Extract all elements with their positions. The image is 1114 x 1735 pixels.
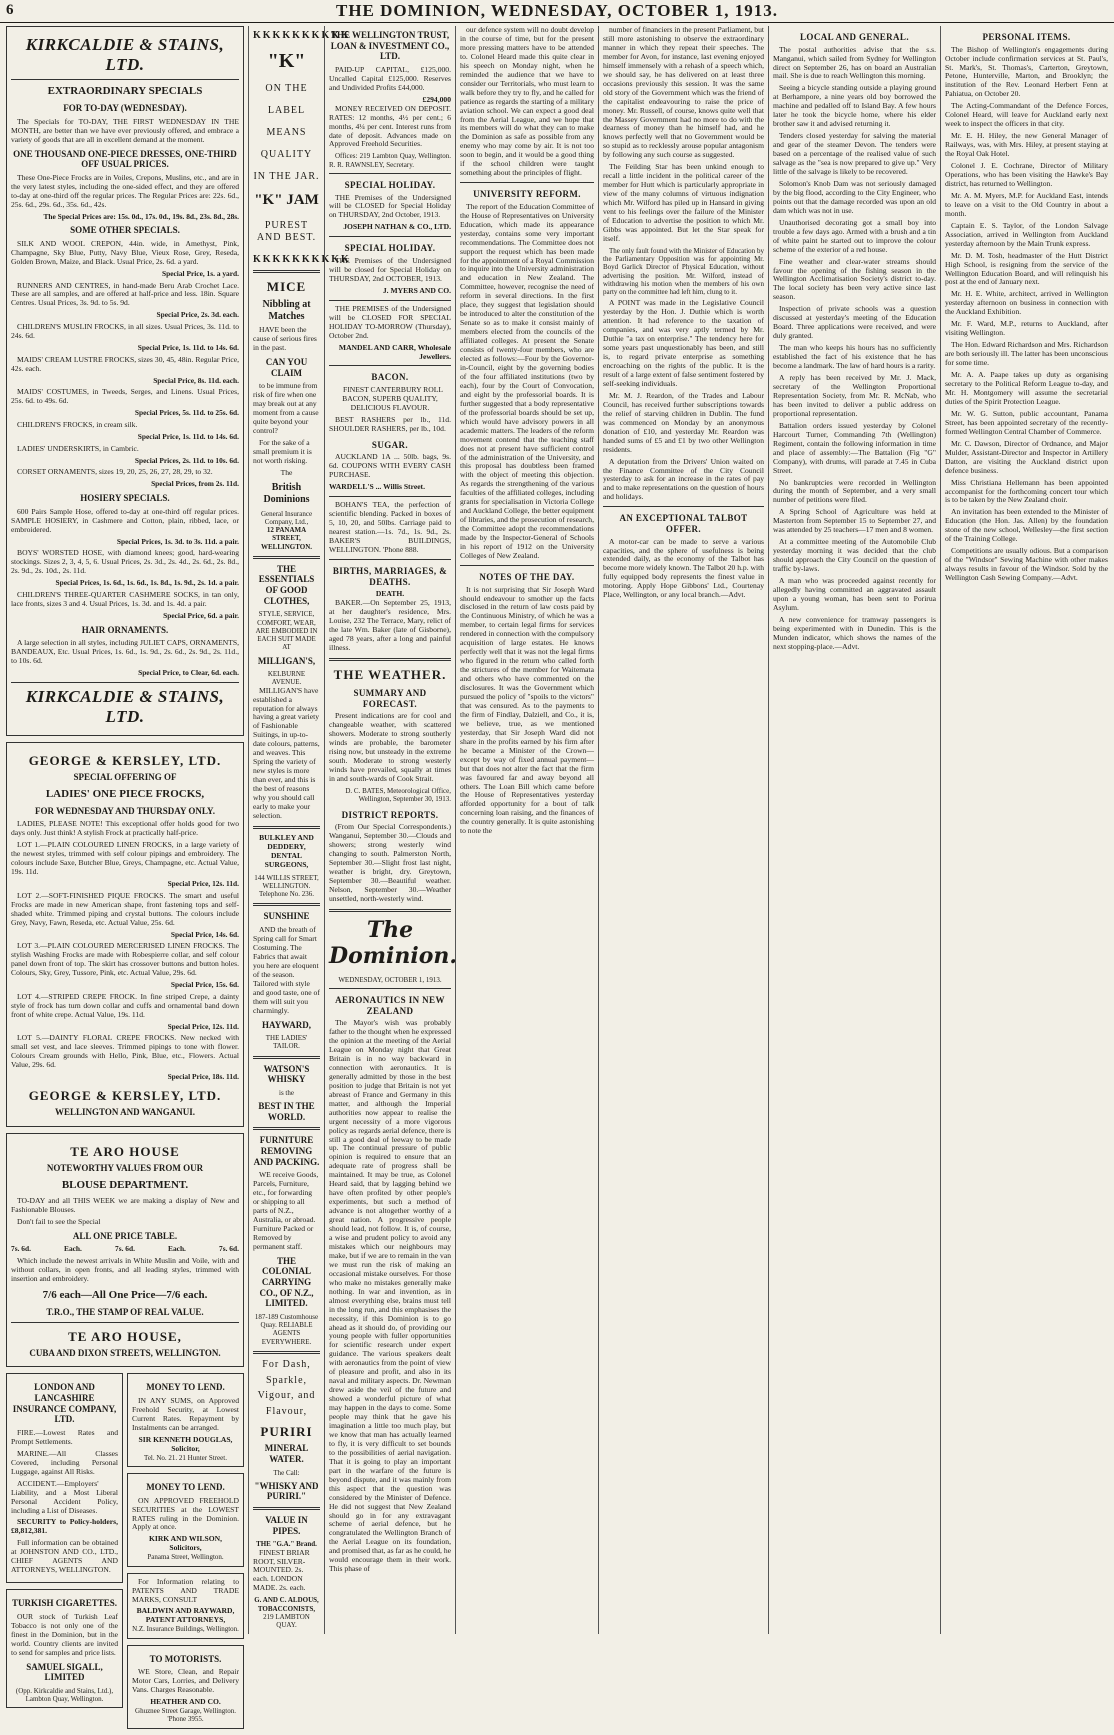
k-line: MEANS (266, 126, 307, 138)
money1-addr: Tel. No. 21. 21 Hunter Street. (144, 1453, 227, 1462)
te-aro-blouse-ad (6, 1133, 244, 1367)
sunshine-text: AND the breath of Spring call for Smart Costuming. The Fabrics that await you here are eloquent of the season. Tailored with style and good taste, one of them will suit you charmingly. (253, 925, 320, 1015)
bohan-text: BOHAN'S TEA, the perfection of scientific blending. Packed in boxes of 5, 10, 20, and 50lbs. Carriage paid to nearest station.—1s. 7d., 1s. 9d., 2s. BAKER'S BUILDINGS, WELLINGTON. 'Phone 888. (329, 500, 451, 555)
page-number: 6 (6, 2, 14, 18)
price-cell: 7s. 6d. (219, 1244, 239, 1254)
reardon-text: Mr. M. J. Reardon, of the Trades and Labour Council, has received further subscriptions towards the relief of starving children in Dublin. The fund was commenced on Monday by an anonymous donation of £10, and yesterday Mr. Reardon was handed sums of £5 and £1 by two other Wellington residents. (603, 390, 764, 454)
price-cell: 7s. 6d. (115, 1244, 135, 1254)
dresses-head: ONE THOUSAND ONE-PIECE DRESSES, ONE-THIRD OFF USUAL PRICES. (13, 148, 237, 170)
puriri-title: PURIRI (260, 1424, 313, 1440)
talbot-head: AN EXCEPTIONAL TALBOT OFFER. (619, 513, 748, 534)
essentials-head: THE ESSENTIALS OF GOOD CLOTHES, (258, 563, 315, 606)
personal-para: Colonel J. E. Cochrane, Director of Military Operations, who has been visiting the Hawke's Bay district, has returned to Wellington. (945, 161, 1108, 188)
lot-price: Special Price, 14s. 6d. (170, 929, 239, 939)
other-items (11, 240, 239, 489)
personal-items-head: PERSONAL ITEMS. (982, 32, 1071, 42)
local-para: At a committee meeting of the Automobile Club yesterday morning it was decided that the club should approach the City Council on the question of traffic by-laws. (773, 537, 936, 574)
other-item-price: Special Prices, 5s. 11d. to 25s. 6d. (134, 408, 239, 418)
removing-text: WE receive Goods, Parcels, Furniture, etc., for forwarding or shipping to all parts of N.Z., Australia, or abroad. Furniture Packed or Removed by permanent staff. (253, 1170, 319, 1251)
holiday1-text: THE Premises of the Undersigned will be CLOSED for Special Holiday on THURSDAY, 2nd October, 1913. (329, 192, 451, 220)
turkish-head: TURKISH CIGARETTES. (11, 1598, 118, 1609)
british-title: British Dominions (263, 481, 310, 505)
aldous-addr: 219 LAMBTON QUAY. (263, 1612, 310, 1630)
other-item: CHILDREN'S MUSLIN FROCKS, in all sizes. Usual Prices, 3s. 11d. to 24s. 6d. (11, 322, 239, 341)
milligan-addr: KELBURNE AVENUE. (267, 670, 306, 687)
column-6 (768, 26, 940, 1634)
personal-para: Miss Christiana Hellemann has been appointed accompanist for the forthcoming concert tour which is to be taken by the New Zealand choir. (945, 477, 1108, 505)
col5-text1: number of financiers in the present Parliament, but still more astonishing to observe the extraordinary manner in which they repeat their speeches. The member for Avon, for instance, last evening enjoyed himself immensely with a rehash of a speech which, we should say, he has delivered on at least three occasions previously this session. It was the same old story of the Government which was the friend of the capitalist endeavouring to raise the price of money. Mr. Russell, of course, knows quite well that the Massey Government had no more to do with the dearness of money than he himself had, and he knows perfectly well that no Government would be so stupid as to recklessly arouse popular antagonism by following any such course as suggested. (603, 25, 764, 160)
dash-line: Flavour, (265, 1406, 308, 1418)
other-item: SILK AND WOOL CREPON, 44in. wide, in Amethyst, Pink, Champagne, Sky Blue, Putty, Navy Blue, Vieux Rose, Grey, Reseda, Golden Brown, Maize, and Black. Usual Price, 2s. 6d. a yard. (11, 238, 239, 266)
pipes-title: VALUE IN PIPES. (265, 1515, 308, 1536)
essentials-line: STYLE, SERVICE, (258, 610, 315, 619)
kirkcaldie-intro: The Specials for TO-DAY, THE FIRST WEDNESDAY IN THE MONTH, are better than we have ever previously offered, and embrace a variety of goods that are all in excellent demand at the moment. (11, 116, 239, 144)
weather-sub: SUMMARY AND FORECAST. (353, 688, 427, 709)
london-accident: ACCIDENT.—Employers' Liability, and a Most Liberal Personal Accident Policy, including a List of Diseases. (11, 1478, 118, 1515)
turkish-ad (6, 1589, 123, 1708)
other-item: LADIES' UNDERSKIRTS, in Cambric. (17, 443, 139, 453)
lot: LOT 4.—STRIPED CREPE FROCK. In fine striped Crepe, a dainty style of frock has turn down collar and cuffs and ornamental band down front of white crepe. Actual Value, 19s. 11d. (11, 991, 239, 1019)
hosiery-price: Special Prices, 1s. 6d., 1s. 6d., 1s. 8d., 1s. 9d., 2s. 1d. a pair. (55, 578, 239, 588)
k-row: KKKKKKKKKK (253, 30, 351, 41)
money1-text: IN ANY SUMS, on Approved Freehold Security, at Lowest Current Rates. Repayment by Instalments can be arranged. (132, 1396, 239, 1432)
k-line: IN THE JAR. (253, 170, 320, 182)
george-headline: LADIES' ONE PIECE FROCKS, (45, 787, 205, 800)
trust-capital: PAID-UP CAPITAL, £125,000. Uncalled Capital £125,000. Reserves and Undivided Profits £44,000. (329, 64, 451, 92)
lot-price: Special Price, 12s. 11d. (167, 879, 239, 889)
hosiery-price: Special Price, 6d. a pair. (163, 610, 239, 620)
ga-text: FINEST BRIAR ROOT, SILVER-MOUNTED. 2s. each. LONDON MADE. 2s. each. (253, 1547, 310, 1593)
column-1 (2, 26, 248, 1724)
aero-head: AERONAUTICS IN NEW ZEALAND (335, 994, 445, 1016)
tearo-text2: Don't fail to see the Special (17, 1216, 101, 1226)
kirkcaldie-name-footer: KIRKCALDIE & STAINS, LTD. (25, 686, 225, 726)
talbot-text: A motor-car can be made to serve a various capacities, and the sphere of usefulness is being extended daily, as the economy of the Talbot has become more widely known. The Talbot 20 h.p. with fully equipped body represents the finest value in motoring. Apply Hope Gibbons' Ltd., Courtenay Place, Wellington, or any local branch.—Advt. (603, 536, 764, 600)
turkish-text: OUR stock of Turkish Leaf Tobacco is not only one of the finest in the Dominion, but in the world. Country clients are invited to send for samples and price lists. (11, 1611, 118, 1657)
other-item-price: Special Price, 1s. 11d. to 14s. 6d. (137, 431, 239, 441)
dominion-logo: The Dominion. (329, 916, 458, 969)
london-security: SECURITY to Policy-holders, £8,812,381. (11, 1517, 118, 1536)
k-line: LABEL (267, 105, 306, 117)
feilding-text: The Feilding Star has been unkind enough to recall a little incident in the political career of the member for Hutt which is particularly appropriate in view of the many columns of virtuous indignation which Mr. Wilford has piled up in Hansard in giving vent to his feelings over the failure of the Minister of Education to advertise the position to which Mr. Gibbs was appointed. But let the Star speak for itself. (603, 162, 764, 243)
claim-title: CAN YOU CLAIM (265, 357, 308, 378)
notes-text: It is not surprising that Sir Joseph Ward should endeavour to smother up the facts disclosed in the return of law costs paid by the Continuous Ministry, of which he was a member, to certain legal firms for services rendered in connection with the compulsory acquisition of large estates. He knows perfectly well that it was not the legal firms who figured in the return who called forth the strictures of the member for Waitemata and others who have commented on the disclosures. It was the Government which pursued the policy of "spoils to the victors" that was censured. As to the payments to the firm of Findlay, Dalziell, and Co., it is, we believe, true, as we mentioned yesterday, that Sir Joseph Ward did not share in the profits earned by his firm after he became a Minister of the Crown—except by way of fixed annual payment—but that does not alter the fact that the firm was favoured far and away beyond all others. The Loan Bill which came before the House of Representatives yesterday afforded opportunity for a bout of talk concerning loan raising, and the finances of the country generally. It is quite astonishing to note the (460, 584, 594, 836)
hair-text: A large selection in all styles, including JULIET CAPS, ORNAMENTS, BANDEAUX, Etc. Usual Prices, 1s. 6d., 1s. 9d., 2s. 6d., 2s. 9d., 2s. 11d., to 10s. 6d. (11, 638, 239, 666)
kirkcaldie-name: KIRKCALDIE & STAINS, LTD. (25, 35, 225, 75)
money2-firm: KIRK AND WILSON, Solicitors, (148, 1534, 223, 1553)
lot-price: Special Price, 12s. 11d. (167, 1021, 239, 1031)
lot-price: Special Price, 15s. 6d. (170, 980, 239, 990)
tearo-price-row (11, 1245, 239, 1254)
local-para: A reply has been received by Mr. J. Mack, secretary of the Wellington Proportional Representation Society, from Mr. R. McNab, who has been invited to deliver a public address on proportional representation. (773, 373, 936, 418)
hayward-name: HAYWARD, (262, 1019, 311, 1030)
whisky-puriri: "WHISKY AND PURIRI." (254, 1480, 319, 1502)
local-para: Battalion orders issued yesterday by Colonel Harcourt Turner, Commanding 7th (Wellington) Regiment, contain the following information in time and place of assembly:—The Battalion (Fig "G" Company), with drums, will parade at 7.45 in Cuba Street. (773, 420, 936, 475)
holiday3-firm: MANDEL AND CARR, Wholesale Jewellers. (338, 342, 451, 361)
local-para: Inspection of private schools was a question discussed at yesterday's meeting of the Education Board. Three applications were received, and were duly granted. (773, 304, 936, 341)
other-item-price: Special Price, 8s. 11d. each. (153, 375, 239, 385)
motorists-firm: HEATHER AND CO. (150, 1697, 221, 1707)
george-name: GEORGE & KERSLEY, LTD. (28, 752, 222, 768)
k-jam-sub: PUREST AND BEST. (256, 220, 317, 243)
price-cell: 7s. 6d. (11, 1244, 31, 1254)
other-item: MAIDS' COSTUMES, in Tweeds, Serges, and Linens. Usual Prices, 25s. 6d. to 49s. 6d. (11, 387, 239, 406)
tearo-table-head: ALL ONE PRICE TABLE. (72, 1230, 178, 1241)
mineral-title: MINERAL WATER. (264, 1443, 309, 1464)
tearo-big-price: 7/6 each—All One Price—7/6 each. (42, 1288, 208, 1301)
other-head: SOME OTHER SPECIALS. (70, 225, 180, 236)
tearo-stamp: T.R.O., THE STAMP OF REAL VALUE. (46, 1306, 204, 1317)
weather-text: Present indications are for cool and changeable weather, with scattered showers. Moderate to strong southerly winds are probable, the barometer rising now, but unsteady in the extreme south. Moderate to strong westerly winds have prevailed, squally at times in and south-wards of Cook Strait. (329, 711, 451, 784)
k-row-2: KKKKKKKKKK (253, 253, 351, 265)
personal-para: Mr. A. A. Paape takes up duty as organising secretary to the Political Reform League to-day, and Mr. H. Montgomery will assume the secretarial duties of the Spirit Protection League. (945, 370, 1108, 406)
notes-head: NOTES OF THE DAY. (479, 571, 575, 582)
aero-continued: our defence system will no doubt develop in the course of time, but for the present more pressing matters have to be attended to. Colonel Heard made this quite clear in his speech on Monday night, when he reminded the audience that we have to consider our Territorials, who must learn to walk before they try to fly, and he called for patience as regards the starting of a military aviation school. We can expect a good deal from the Aerial League, and we hope that its members will do what they can to make the Dominion as safe as possible from any enemy who may come by air. It is not too soon to begin, and it would be a good thing if the school children were taught something about the principles of flight. (460, 25, 594, 178)
george-footer-name: GEORGE & KERSLEY, LTD. (28, 1088, 222, 1104)
money2-addr: Panama Street, Wellington. (147, 1553, 224, 1562)
watson-best: BEST IN THE WORLD. (258, 1101, 315, 1122)
personal-para: Competitions are usually odious. But a comparison of the "Windsor" Sewing Machine with other makes always results in favour of the Windsor. Sold by the Wellington Cash Sewing Company.—Advt. (945, 546, 1108, 583)
essentials-line: COMFORT, WEAR, (257, 618, 316, 627)
price-cell: Each. (168, 1244, 186, 1254)
george-offering: SPECIAL OFFERING OF (73, 772, 177, 783)
point-text: A POINT was made in the Legislative Council yesterday by the Hon. J. Duthie which is worth attention. It had reference to the taxation of companies, and was very aptly termed by Mr. Duthie "a tax on enterprise." The tendency here for some years past unquestionably has been, and still is, to regard private enterprise as something encroaching on the rights of the public. It is the result of a large extent of false sentiment fostered by self-seeking individuals. (603, 298, 764, 388)
local-para: A man who was proceeded against recently for allegedly having committed an aggravated assault upon a young woman, has been sent to Porirua Asylum. (773, 576, 936, 612)
column-2 (248, 26, 351, 1634)
george-kersley-ad (6, 742, 244, 1127)
trust-office: Offices: 219 Lambton Quay, Wellington. R. R. RAWNSLEY, Secretary. (329, 152, 451, 169)
holiday3-text: THE PREMISES of the Undersigned will be CLOSED FOR SPECIAL HOLIDAY TO-MORROW (Thursday), October 2nd. (329, 303, 451, 340)
dash-line: For Dash, (262, 1358, 311, 1370)
tearo-text3: Which include the newest arrivals in White Muslin and Voile, with and without collars, in open fronts, and all leading styles, trimmed with insertion and embroidery. (11, 1256, 239, 1283)
lot: LOT 3.—PLAIN COLOURED MERCERISED LINEN FROCKS. The stylish Washing Frocks are made with Robespierre collar, and self colour panel down front of top. The skirt has crossover buttons and button holes. Colours, Sky, Grey, Tussore, Pink, etc. Actual Value, 29s. 6d. (11, 941, 239, 978)
sugar-head: SUGAR. (371, 439, 409, 450)
personal-para: An invitation has been extended to the Minister of Education (the Hon. Jas. Allen) by the foundation stone of the new school, Wellesley—the first section of the Training College. (945, 507, 1108, 544)
turkish-name: SAMUEL SIGALL, LIMITED (26, 1661, 103, 1683)
hosiery-item: CHILDREN'S THREE-QUARTER CASHMERE SOCKS, in tan only, lace fronts, sizes 3 and 4. Usual Prices, 1s. 3d. and 1s. 4d. a pair. (11, 589, 239, 608)
premium-text: For the sake of a small premium it is not worth risking. (253, 438, 312, 466)
colonial-addr: 187-189 Customhouse Quay. RELIABLE AGENTS EVERYWHERE. (254, 1312, 319, 1346)
bmd-head: BIRTHS, MARRIAGES, & DEATHS. (332, 565, 448, 587)
bottom-ads (6, 1373, 244, 1734)
holiday1-head: SPECIAL HOLIDAY. (344, 179, 436, 190)
other-item: MAIDS' CREAM LUSTRE FROCKS, sizes 30, 45, 48in. Regular Price, 42s. each. (11, 354, 239, 373)
hair-price: Special Price, to Clear, 6d. each. (138, 667, 239, 677)
tearo-text1: TO-DAY and all THIS WEEK we are making a display of New and Fashionable Blouses. (11, 1195, 239, 1214)
other-item-price: Special Prices, from 2s. 11d. (151, 479, 239, 489)
column-5 (598, 26, 768, 1634)
death-text: BAKER.—On September 25, 1913, at her daughter's residence, Mrs. Louise, 232 The Terrace, Mary, relict of the late Wm. Baker (late of Gisborne), aged 78 years, after a long and painful illness. (329, 598, 451, 652)
hair-head: HAIR ORNAMENTS. (81, 624, 169, 635)
personal-para: The Bishop of Wellington's engagements during October include confirmation services at St. Paul's, St. Mark's, St. Thomas's, Carterton, Greytown, Petone, Hunterville, Marton, and Brooklyn; the institution of the Rev. Leonard Herbert Fenn at Pahiatua, on October 20. (945, 44, 1108, 99)
george-footer-loc: WELLINGTON AND WANGANUI. (55, 1107, 195, 1118)
holiday1-firm: JOSEPH NATHAN & CO., LTD. (343, 222, 451, 232)
mice-title: MICE (266, 279, 307, 295)
george-when: FOR WEDNESDAY AND THURSDAY ONLY. (35, 805, 215, 816)
column-4 (455, 26, 598, 1634)
puriri-call: The Call: (273, 1468, 300, 1477)
other-item: RUNNERS AND CENTRES, in hand-made Beru Arab Crochet Lace. These are all samples, and are offered at half-price and less. 18in. Square Centres. Usual Prices, 3s. 9d. to 5s. 9d. (11, 280, 239, 308)
london-lancashire-ad (6, 1373, 123, 1583)
bacon-head: BACON. (371, 372, 409, 383)
london-footer: Full information can be obtained at JOHNSTON AND CO., LTD., CHIEF AGENTS AND ATTORNEYS, WELLINGTON. (11, 1538, 118, 1575)
aero-text: The Mayor's wish was probably father to the thought when he expressed the opinion at the meeting of the Aerial League on Monday night that Great Britain is in no way backward in connection with aeronautics. It is generally admitted by those in the best position to judge that Britain is not yet abreast of France and Germany in this matter, and although the Imperial authorities now appear to realise the urgent necessity of a more vigorous policy as regards aerial defence, there is still a good deal of leeway to be made up. The continual pressure of public opinion is required to ensure that an adequate rate of progress shall be maintained. It may be true, as Colonel Heard said, that by lagging behind we have often profited by other people's experiments, but such a method of advance is not altogether worthy of a great nation. A progressive people should lead, not follow. It is, of course, a wise and prudent policy to avoid any mistakes which our neighbours may make, but if we are to remain in the van we must run the risk of making an occasional mistake ourselves. For those who make no mistakes generally make nothing. In war and invention, as in almost everything else, brains must tell in the long run, and this emphasises the necessity, if this Dominion is to go ahead as it should do, of providing our young people with fuller opportunities for scientific research under expert guidance. The various speakers dealt with aeronautics from the point of view of pleasure and profit, and also in its naval and military aspects. Dr. Newman drew aside the veil of the future and showed a wonderful picture of what may happen in the days to come. Some people may think that he gave his imagination a little too much play, but we know that man has actually learned to fly, it is very difficult to set bounds to the possibilities of aerial navigation. That it is going to play an important part in the warfare of the future is beyond dispute, and it was mainly from this aspect that the question was considered by the Minister of Defence. He did not suggest that New Zealand should go in for any extravagant scheme of aerial defence, but he congratulated the Wellington Branch of the Aerial League on its foundation, and promised that, as far as he could, he would encourage them in their work. This phase of (329, 1018, 451, 1574)
money-lend-1 (127, 1373, 244, 1467)
lot-price: Special Price, 18s. 11d. (167, 1072, 239, 1082)
george-note: LADIES, PLEASE NOTE! This exceptional offer holds good for two days only. Just think! A stylish Frock at practically half-price. (11, 819, 239, 838)
hosiery-item: BOYS' WORSTED HOSE, with diamond knees; good, hard-wearing stockings. Sizes 2, 3, 4, 5, 6. Usual Prices, 2s. 3d., 2s. 4d., 2s. 6d., 2s. 8d., 2s. 9d., 2s. 10d., 2s. 11d. (11, 548, 239, 576)
kirkcaldie-ad (6, 26, 244, 736)
tearo-sub: NOTEWORTHY VALUES FROM OUR (46, 1163, 204, 1174)
lot: LOT 2.—SOFT-FINISHED PIQUE FROCKS. The smart and useful Frocks are made in new American shape, front fastening tops and self-shaded white. Trimmed piping and crystal buttons. The colours include Grey, Navy, Fawn, Reseda, etc. Actual Value, 25s. 6d. (11, 890, 239, 927)
tearo-name: TE ARO HOUSE (70, 1143, 180, 1159)
watson-sub: is the (279, 1088, 294, 1097)
kirkcaldie-headline: EXTRAORDINARY SPECIALS (47, 85, 203, 98)
price-cell: Each. (64, 1244, 82, 1254)
personal-para: The Hon. Edward Richardson and Mrs. Richardson are both seriously ill. The latter has been unconscious for some time. (945, 340, 1108, 368)
column-3 (324, 26, 458, 1634)
other-item-price: Special Prices, 2s. 11d. to 10s. 6d. (134, 455, 239, 465)
holiday2-text: THE Premises of the Undersigned will be closed for Special Holiday on THURSDAY, 2nd OCTOBER, 1913. (329, 255, 451, 283)
k-line: QUALITY (260, 148, 313, 160)
ga-brand: THE "G.A." Brand. (256, 1540, 317, 1549)
british-addr: 12 PANAMA STREET, WELLINGTON. (260, 526, 313, 551)
local-para: Tenders closed yesterday for salving the material and gear of the steamer Devon. The tenders were based on a percentage of the realised value of such salvage as the "sea is now prepared to give up." Very little of the salvage is likely to be recovered. (773, 131, 936, 176)
milligan-text: MILLIGAN'S have established a reputation for always having a great variety of Fashionable Suitings, in up-to-date colours, patterns, and weaves. This Spring the variety of new styles is more than ever, and this is the best of reasons why you should call early to make your selection. (253, 685, 320, 820)
london-name: LONDON AND LANCASHIRE INSURANCE COMPANY, LTD. (12, 1382, 117, 1425)
hosiery-item: 600 Pairs Sample Hose, offered to-day at one-third off regular prices. SAMPLE HOSIERY, in Cashmere and Cotton, plain, ribbed, lace, or embroidered. (11, 506, 239, 534)
local-para: Seeing a bicycle standing outside a playing ground at Berhampore, a nine years old boy borrowed the machine and pedalled off to Island Bay. A few hours later he took the bicycle home, where his elder brother saw it and advised returning it. (773, 83, 936, 129)
k-quote: "K" (267, 49, 306, 72)
british-the: The (280, 468, 293, 478)
patents-firm: BALDWIN AND RAYWARD, PATENT ATTORNEYS, (136, 1606, 235, 1625)
lot: LOT 5.—DAINTY FLORAL CREPE FROCKS. New necked with small set vest, and lace sleeves. Trimmed pipings to tone with flower. Colours Cream grounds with Hello, Pink, Blue, etc., Flowers. Actual Value, 29s. 6d. (11, 1033, 239, 1070)
personal-para: Mr. H. E. White, architect, arrived in Wellington yesterday afternoon on business in connection with the Auckland Exhibition. (945, 289, 1108, 317)
local-para: The man who keeps his hours has no sufficiently established the fact of his existence that he has become a landmark. The law of hard hours is a rarity. (773, 343, 936, 371)
personal-para: The Acting-Commandant of the Defence Forces, Colonel Heard, will leave for Auckland early next week to inspect the officers in that city. (945, 101, 1108, 129)
money1-head: MONEY TO LEND. (146, 1382, 225, 1393)
deputation-text: A deputation from the Drivers' Union waited on the Finance Committee of the City Council yesterday to ask for an increase in the rates of pay and to make representations on the question of hours and holidays. (603, 456, 764, 502)
patents-addr: N.Z. Insurance Buildings, Wellington. (132, 1625, 239, 1634)
motorists-ad (127, 1645, 244, 1729)
personal-para: Mr. W. G. Sutton, public accountant, Panama Street, has been appointed secretary of the recently-formed Wellington Central Chamber of Commerce. (945, 408, 1108, 436)
local-para: No bankruptcies were recorded in Wellington during the month of September, and a very small number of petitions were filed. (773, 477, 936, 505)
death-head: DEATH. (375, 589, 405, 599)
sunshine-title: SUNSHINE (263, 911, 310, 922)
money2-text: ON APPROVED FREEHOLD SECURITIES at the LOWEST RATES ruling in the Dominion. Apply at once. (132, 1495, 239, 1532)
personal-para: Mr. D. M. Tosh, headmaster of the Hutt District High School, is resigning from the service of the Wellington Education Board, and will relinquish his post at the end of January next. (945, 250, 1108, 287)
newspaper-title: THE DOMINION, WEDNESDAY, OCTOBER 1, 1913. (335, 1, 778, 20)
patents-text: For Information relating to PATENTS AND TRADE MARKS, CONSULT (132, 1576, 239, 1604)
personal-para: Mr. A. M. Myers, M.P. for Auckland East, intends to leave on a visit to the Old Country in about a month. (945, 190, 1108, 218)
london-fire: FIRE.—Lowest Rates and Prompt Settlements. (11, 1427, 118, 1446)
trust-text: MONEY RECEIVED ON DEPOSIT. RATES: 12 months, 4½ per cent.; 6 months, 4¼ per cent. Interest runs from date of deposit. Advances made on Approved Freehold Securities. (329, 103, 451, 149)
district-head: DISTRICT REPORTS. (341, 809, 439, 820)
bacon-text: FINEST CANTERBURY ROLL BACON, SUPERB QUALITY, DELICIOUS FLAVOUR. (342, 385, 443, 412)
patents-ad (127, 1573, 244, 1639)
turkish-addr: (Opp. Kirkcaldie and Stains, Ltd.), Lambton Quay, Wellington. (15, 1686, 114, 1704)
london-marine: MARINE.—All Classes Covered, including Personal Luggage, against All Risks. (11, 1448, 118, 1476)
dash-line: Sparkle, (265, 1374, 308, 1386)
weather-head: THE WEATHER. (333, 666, 447, 682)
date-line: WEDNESDAY, OCTOBER 1, 1913. (338, 975, 442, 984)
local-para: A new convenience for tramway passengers is being experimented with in Dunedin. This is the Munden indicator, which shows the names of the next stopping-place.—Advt. (773, 614, 936, 651)
colonial-name: THE COLONIAL CARRYING CO., OF N.Z., LIMITED. (259, 1255, 314, 1309)
mice-text: HAVE been the cause of serious fires in the past. (253, 325, 317, 353)
money1-firm: SIR KENNETH DOUGLAS, Solicitor, (138, 1434, 233, 1453)
personal-para: Captain E. S. Taylor, of the London Salvage Association, arrived in Wellington from Auckland yesterday afternoon by the Main Trunk express. (945, 220, 1108, 248)
watson-title: WATSON'S WHISKY (263, 1063, 310, 1085)
personal-para: Mr. F. Ward, M.P., returns to Auckland, after visiting Wellington. (945, 319, 1108, 338)
univ-text: The report of the Education Committee of the House of Representatives on University Education, which made its appearance yesterday, contains some very important recommendations. The Committee does not support the request which has been made for the appointment of a Royal Commission to inquire into the University administration and education in New Zealand. The Committee, however, recognise the need of reform in several directions. In the first place, they suggest that legislation should be introduced to alter the constitution of the Senate so as to make it consist mainly of members elected from the councils of the affiliated colleges. At present the Senate consists of twenty-four members, who are elected as follows:—Four by the Governor-in-Council, eight by the governing bodies of the four affiliated institutions (two by each), four by the Court of Convocation, and eight by the professorial boards. It is further suggested that a body representative of the professorial boards should be set up, which would have advisory powers in all academic matters. The leaders of the reform movement contend that the teaching staff does not at present have sufficient control of the administration of the University, and this proposal has doubtless been framed with the object of meeting this objection. As regards the strengthening of the various faculties of the affiliated colleges, including grants for specialisation in Victoria College and Auckland College, the better equipment of libraries, and the prosecution of research, the Committee adopt the recommendations made by the Inspector-General of Schools in his report of 1912 on the University Colleges of New Zealand. (460, 201, 594, 560)
bacon-prices: BEST RASHERS per lb., 11d. SHOULDER RASHERS, per lb., 10d. (329, 414, 451, 433)
lot: LOT 1.—PLAIN COLOURED LINEN FROCKS, in a large variety of the newest styles, trimmed with self colour pipings and embroidery. The colours include Saxe, Butcher Blue, Greys, Champagne, etc. Actual Value, 19s. 11d. (11, 840, 239, 877)
local-para: The postal authorities advise that the s.s. Manganui, which sailed from Sydney for Wellington direct on September 26, has on board an Australian mail. She is due to reach Wellington this morning. (773, 44, 936, 81)
aldous-name: G. AND C. ALDOUS, TOBACCONISTS, (254, 1596, 319, 1613)
essentials-line: ARE EMBODIED IN EACH SUIT MADE AT (255, 626, 318, 652)
tearo2-address: CUBA AND DIXON STREETS, WELLINGTON. (29, 1347, 221, 1358)
feilding-quote: The only fault found with the Minister of Education by the Parliamentary Opposition was for appointing Mr. Boyd Garlick Director of Physical Education, without advertising the position. Mr. Wilford, instead of withdrawing his motion when the members of his own party on the committee had left him, clung to it. (603, 246, 764, 297)
dresses-text: These One-Piece Frocks are in Voiles, Crepons, Muslins, etc., and are in the very latest styles, including the one-sided effect, and they are offered to-day at one-third off the regular prices. The Regular Prices are: 22s. 6d., 25s. 6d., 29s. 6d., 35s. 6d., 42s. (11, 172, 239, 209)
removing-title: FURNITURE REMOVING AND PACKING. (253, 1135, 320, 1167)
column-7 (940, 26, 1112, 1634)
motorists-head: TO MOTORISTS. (149, 1653, 222, 1664)
milligan-name: MILLIGAN'S, (257, 655, 316, 666)
holiday2-head: SPECIAL HOLIDAY. (344, 243, 436, 254)
nibbling-title: Nibbling at Matches (262, 298, 311, 322)
tearo2-name: TE ARO HOUSE, (68, 1328, 182, 1344)
univ-head: UNIVERSITY REFORM. (473, 189, 581, 200)
motorists-addr: Ghuznee Street Garage, Wellington. 'Phone 3955. (135, 1707, 236, 1724)
dental-name: BULKLEY AND DEDDERY, DENTAL SURGEONS, (259, 832, 314, 869)
trust-total: £294,000 (422, 94, 451, 104)
k-jam: "K" JAM (254, 192, 319, 209)
local-para: A Spring School of Agriculture was held at Masterton from September 15 to September 27, and was attended by 25 teachers—17 men and 8 women. (773, 507, 936, 535)
dash-line: Vigour, and (257, 1390, 316, 1402)
hayward-sub: THE LADIES' TAILOR. (265, 1034, 308, 1051)
other-item: CORSET ORNAMENTS, sizes 19, 20, 25, 26, 27, 28, 29, to 32. (17, 467, 213, 477)
trust-name: THE WELLINGTON TRUST, LOAN & INVESTMENT CO., LTD. (330, 30, 450, 62)
claim-text: to be immune from risk of fire when one may break out at any moment from a cause quite beyond your control? (253, 381, 319, 436)
hosiery-price: Special Prices, 1s. 3d. to 3s. 11d. a pair. (116, 536, 239, 546)
masthead (0, 0, 1114, 23)
other-item: CHILDREN'S FROCKS, in cream silk. (17, 420, 138, 430)
other-item-price: Special Price, 1s. a yard. (162, 268, 239, 278)
other-item-price: Special Price, 1s. 11d. to 14s. 6d. (137, 343, 239, 352)
local-para: Unauthorised decorating got a small boy into trouble a few days ago. Armed with a brush and a tin of white paint he started out to improve the colour scheme of the exterior of a red house. (773, 217, 936, 254)
money2-head: MONEY TO LEND. (146, 1482, 225, 1493)
sugar-text: AUCKLAND 1A ... 50lb. bags, 9s. 6d. COUPONS WITH EVERY CASH PURCHASE. (329, 452, 451, 480)
personal-para: Mr. C. Dawson, Director of Ordnance, and Major Mulder, Assistant-Director and Inspector in Artillery Datton, are visiting the Auckland district upon defence business. (945, 438, 1108, 475)
holiday2-firm: J. MYERS AND CO. (382, 285, 451, 295)
local-para: Fine weather and clear-water streams should favour the opening of the fishing season in the Wellington Acclimatisation Society's district to-day. The local society has been very active since last season. (773, 256, 936, 302)
hosiery-head: HOSIERY SPECIALS. (80, 493, 170, 504)
personal-para: Mr. E. H. Hiley, the new General Manager of Railways, was, with Mrs. Hiley, at present staying at the Royal Oak Hotel. (945, 131, 1108, 159)
dresses-price: The Special Prices are: 15s. 0d., 17s. 0d., 19s. 8d., 23s. 8d., 28s. (43, 211, 239, 221)
weather-signature: D. C. BATES, Meteorological Office, Wellington, September 30, 1913. (345, 787, 451, 804)
dental-addr: 144 WILLIS STREET, WELLINGTON. Telephone No. 236. (254, 873, 319, 899)
tearo-dept: BLOUSE DEPARTMENT. (61, 1178, 189, 1191)
other-item-price: Special Price, 2s. 3d. each. (156, 310, 239, 320)
local-general-head: LOCAL AND GENERAL. (800, 32, 909, 42)
british-sub: General Insurance Company, Ltd., (260, 509, 313, 526)
money-lend-2 (127, 1473, 244, 1567)
district-text: (From Our Special Correspondents.) Wanganui, September 30.—Clouds and showers; strong westerly wind changing to south. Palmerston North, September 30.—Slight frost last night, weather is bright, dry. Greytown, September 30.—Beautiful weather. Nelson, September 30.—Weather unsettled, north-westerly wind. (329, 822, 451, 903)
motorists-text: WE Store, Clean, and Repair Motor Cars, Lorries, and Delivery Vans. Charges Reasonable. (132, 1667, 239, 1695)
k-line: ON THE (265, 83, 308, 95)
wardell-name: WARDELL'S ... Willis Street. (329, 482, 425, 492)
local-para: Solomon's Knob Dam was not seriously damaged by the big flood, according to the City Engineer, who points out that the damage recorded was upon an old dam which was not in use. (773, 178, 936, 215)
kirkcaldie-sub: FOR TO-DAY (WEDNESDAY). (63, 103, 187, 114)
